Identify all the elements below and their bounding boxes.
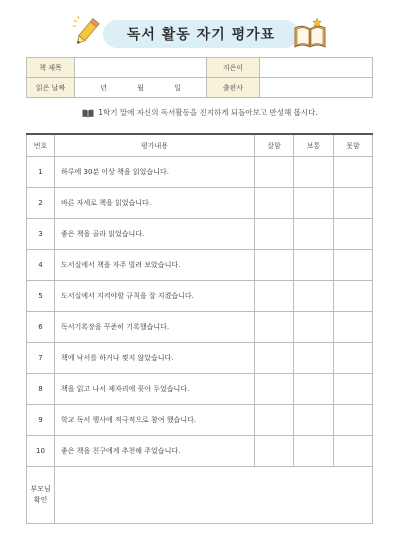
row-number: 8: [27, 374, 55, 405]
book-title-label: 책 제목: [27, 58, 75, 78]
row-number: 5: [27, 281, 55, 312]
check-needs-work[interactable]: [334, 312, 373, 343]
table-row: [27, 157, 373, 188]
row-content: 하루에 30분 이상 책을 읽었습니다.: [55, 157, 255, 188]
publisher-label: 출판사: [207, 78, 260, 98]
open-book-icon: [292, 16, 328, 50]
table-row: [27, 436, 373, 467]
check-needs-work[interactable]: [334, 250, 373, 281]
check-good[interactable]: [255, 281, 294, 312]
header-good: 잘함: [255, 134, 294, 157]
check-average[interactable]: [294, 343, 334, 374]
book-icon: [82, 109, 94, 118]
check-good[interactable]: [255, 343, 294, 374]
row-number: 4: [27, 250, 55, 281]
table-row: [27, 219, 373, 250]
parent-confirm-label: [27, 467, 55, 524]
row-content: 독서기록장을 꾸준히 기록했습니다.: [55, 312, 255, 343]
month-unit: 월: [137, 83, 144, 92]
check-needs-work[interactable]: [334, 188, 373, 219]
check-average[interactable]: [294, 281, 334, 312]
check-good[interactable]: [255, 250, 294, 281]
check-average[interactable]: [294, 405, 334, 436]
row-number: 1: [27, 157, 55, 188]
check-good[interactable]: [255, 374, 294, 405]
row-number: 6: [27, 312, 55, 343]
check-average[interactable]: [294, 250, 334, 281]
pencil-icon: [70, 14, 104, 50]
row-content: 좋은 책을 골라 읽었습니다.: [55, 219, 255, 250]
check-needs-work[interactable]: [334, 157, 373, 188]
parent-signature-field[interactable]: [55, 467, 373, 524]
table-row: [27, 405, 373, 436]
row-content: 바른 자세로 책을 읽었습니다.: [55, 188, 255, 219]
row-number: 3: [27, 219, 55, 250]
table-row: [27, 188, 373, 219]
parent-confirm-row: [27, 467, 373, 524]
table-row: [27, 343, 373, 374]
check-needs-work[interactable]: [334, 436, 373, 467]
check-average[interactable]: [294, 219, 334, 250]
year-unit: 년: [100, 83, 107, 92]
check-good[interactable]: [255, 436, 294, 467]
row-content: 좋은 책을 친구에게 추천해 주었습니다.: [55, 436, 255, 467]
parent-label-line2: 확인: [33, 496, 48, 504]
row-content: 책에 낙서를 하거나 찢지 않았습니다.: [55, 343, 255, 374]
table-row: [27, 281, 373, 312]
day-unit: 일: [174, 83, 181, 92]
check-average[interactable]: [294, 157, 334, 188]
header-number: 번호: [27, 134, 55, 157]
check-average[interactable]: [294, 188, 334, 219]
page-title: 독서 활동 자기 평가표: [103, 20, 299, 48]
check-good[interactable]: [255, 157, 294, 188]
check-average[interactable]: [294, 374, 334, 405]
check-good[interactable]: [255, 312, 294, 343]
author-field[interactable]: [260, 58, 373, 78]
row-content: 도서실에서 지켜야할 규칙을 잘 지켰습니다.: [55, 281, 255, 312]
parent-label-line1: 부모님: [30, 485, 51, 493]
row-content: 도서실에서 책을 자주 빌려 보았습니다.: [55, 250, 255, 281]
check-needs-work[interactable]: [334, 374, 373, 405]
row-number: 7: [27, 343, 55, 374]
row-number: 9: [27, 405, 55, 436]
book-info-table: [26, 57, 373, 98]
check-average[interactable]: [294, 312, 334, 343]
header-content: 평가내용: [55, 134, 255, 157]
check-average[interactable]: [294, 436, 334, 467]
check-needs-work[interactable]: [334, 281, 373, 312]
book-title-field[interactable]: [75, 58, 207, 78]
header: [0, 12, 400, 56]
evaluation-table: [26, 133, 373, 524]
instruction: [0, 107, 400, 118]
publisher-field[interactable]: [260, 78, 373, 98]
read-date-field[interactable]: [75, 78, 207, 98]
check-good[interactable]: [255, 405, 294, 436]
check-needs-work[interactable]: [334, 343, 373, 374]
read-date-label: 읽은 날짜: [27, 78, 75, 98]
check-good[interactable]: [255, 188, 294, 219]
header-needs-work: 못함: [334, 134, 373, 157]
table-row: [27, 374, 373, 405]
row-number: 2: [27, 188, 55, 219]
check-needs-work[interactable]: [334, 405, 373, 436]
check-needs-work[interactable]: [334, 219, 373, 250]
check-good[interactable]: [255, 219, 294, 250]
row-content: 학교 독서 행사에 적극적으로 참여 했습니다.: [55, 405, 255, 436]
table-row: [27, 312, 373, 343]
row-number: 10: [27, 436, 55, 467]
table-row: [27, 250, 373, 281]
author-label: 지은이: [207, 58, 260, 78]
header-average: 보통: [294, 134, 334, 157]
row-content: 책을 읽고 나서 제자리에 꽂아 두었습니다.: [55, 374, 255, 405]
instruction-text: 1학기 말에 자신의 독서활동을 진지하게 되돌아보고 반성해 봅시다.: [98, 108, 318, 117]
